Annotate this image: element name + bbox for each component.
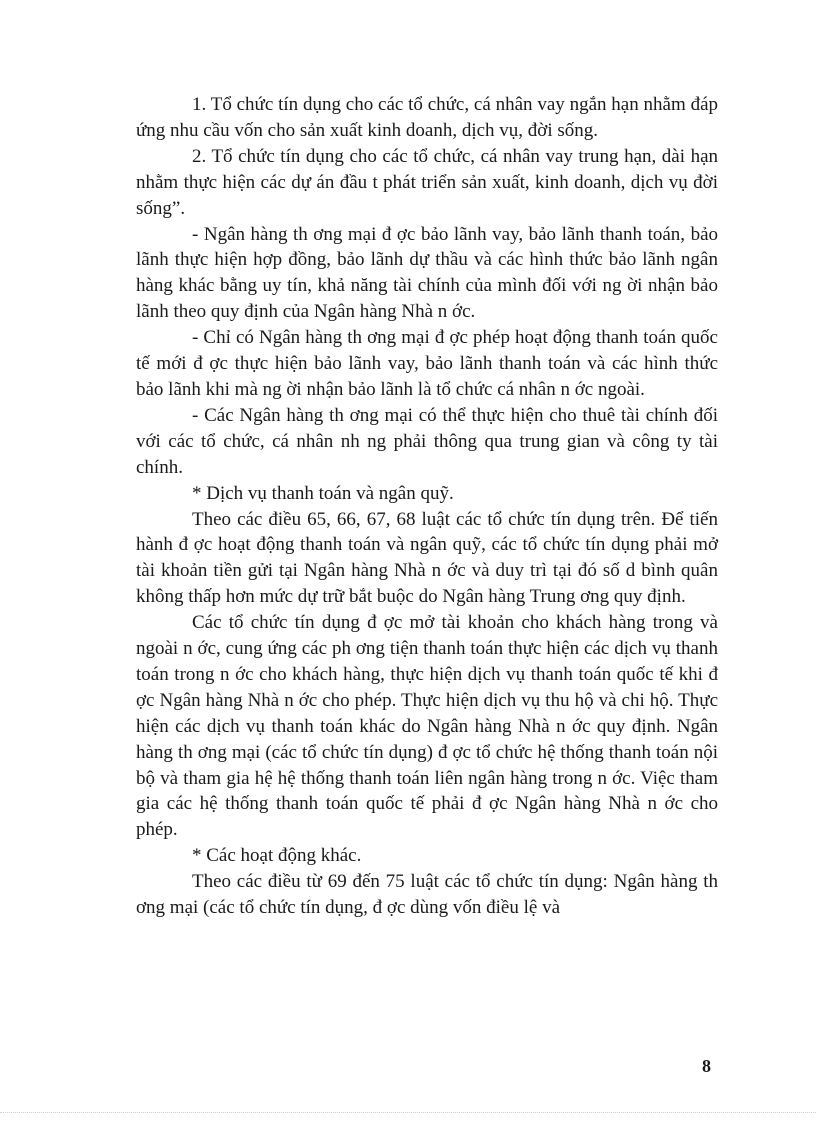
paragraph: - Chỉ có Ngân hàng th ơng mại đ ợc phép hoạt động thanh toán quốc tế mới đ ợc thực hiện bảo lãnh vay, bảo lãnh thanh toán và các hình thức bảo lãnh khi mà ng ời nhận bảo lãnh là tổ chức cá nhân n ớc ngoài. bbox=[136, 327, 718, 400]
page-bottom-divider bbox=[0, 1112, 816, 1113]
paragraph: 2. Tổ chức tín dụng cho các tổ chức, cá nhân vay trung hạn, dài hạn nhằm thực hiện các dự án đầu t phát triển sản xuất, kinh doanh, dịch vụ đời sống”. bbox=[136, 145, 718, 219]
section-heading: * Các hoạt động khác. bbox=[192, 845, 362, 867]
section-heading: * Dịch vụ thanh toán và ngân quỹ. bbox=[192, 482, 454, 504]
paragraph: 1. Tổ chức tín dụng cho các tổ chức, cá nhân vay ngắn hạn nhằm đáp ứng nhu cầu vốn cho sản xuất kinh doanh, dịch vụ, đời sống. bbox=[136, 94, 718, 141]
page-number: 8 bbox=[702, 1056, 711, 1076]
paragraph: - Ngân hàng th ơng mại đ ợc bảo lãnh vay, bảo lãnh thanh toán, bảo lãnh thực hiện hợp đồng, bảo lãnh dự thầu và các hình thức bảo lãnh ngân hàng khác bằng uy tín, khả năng tài chính của mình đối với ng ời nhận bảo lãnh theo quy định của Ngân hàng Nhà n ớc. bbox=[136, 223, 718, 323]
paragraph: Theo các điều từ 69 đến 75 luật các tổ chức tín dụng: Ngân hàng th ơng mại (các tổ chức tín dụng, đ ợc dùng vốn điều lệ và bbox=[136, 871, 718, 919]
paragraph: Theo các điều 65, 66, 67, 68 luật các tổ chức tín dụng trên. Để tiến hành đ ợc hoạt động thanh toán và ngân quỹ, các tổ chức tín dụng phải mở tài khoản tiền gửi tại Ngân hàng Nhà n ớc và duy trì tại đó số d bình quân không thấp hơn mức dự trữ bắt buộc do Ngân hàng Trung ơng quy định. bbox=[136, 508, 718, 608]
paragraph: Các tổ chức tín dụng đ ợc mở tài khoản cho khách hàng trong và ngoài n ớc, cung ứng các ph ơng tiện thanh toán thực hiện các dịch vụ thanh toán trong n ớc cho khách hàng, thực hiện dịch vụ thanh toán quốc tế khi đ ợc Ngân hàng Nhà n ớc cho phép. Thực hiện dịch vụ thu hộ và chi hộ. Thực hiện các dịch vụ thanh toán khác do Ngân hàng Nhà n ớc quy định. Ngân hàng th ơng mại (các tổ chức tín dụng) đ ợc tổ chức hệ thống thanh toán nội bộ và tham gia hệ hệ thống thanh toán liên ngân hàng trong n ớc. Việc tham gia các hệ thống thanh toán quốc tế phải đ ợc Ngân hàng Nhà n ớc cho phép. bbox=[136, 612, 718, 841]
paragraph: - Các Ngân hàng th ơng mại có thể thực hiện cho thuê tài chính đối với các tổ chức, cá nhân nh ng phải thông qua trung gian và công ty tài chính. bbox=[136, 404, 718, 478]
document-body bbox=[136, 92, 718, 921]
